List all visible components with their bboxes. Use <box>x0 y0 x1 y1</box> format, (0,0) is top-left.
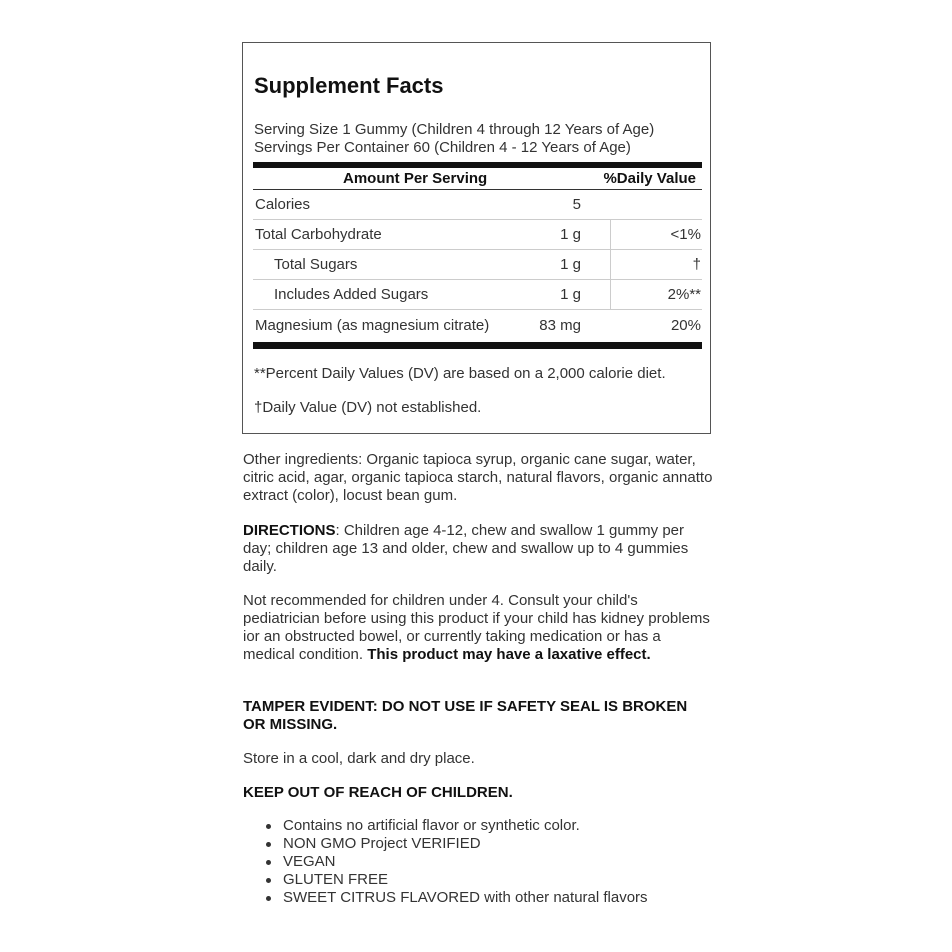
feature-text: GLUTEN FREE <box>283 871 389 888</box>
nutrient-amount: 83 mg <box>539 317 581 334</box>
bottom-thick-rule <box>253 342 702 349</box>
supplement-facts-panel <box>242 42 711 434</box>
nutrient-name: Includes Added Sugars <box>274 286 429 303</box>
feature-text: VEGAN <box>283 853 336 870</box>
facts-row <box>253 311 702 341</box>
nutrient-amount: 5 <box>572 196 581 213</box>
top-thick-rule <box>253 162 702 168</box>
list-item <box>283 835 648 853</box>
nutrient-dv: <1% <box>670 226 701 243</box>
bullet-icon <box>266 824 271 829</box>
directions <box>243 522 713 576</box>
column-divider <box>610 250 611 280</box>
tamper-evident-warning: TAMPER EVIDENT: DO NOT USE IF SAFETY SEAL IS BROKEN OR MISSING. <box>243 698 688 733</box>
feature-text: SWEET CITRUS FLAVORED with other natural flavors <box>283 889 648 906</box>
facts-row <box>253 190 702 220</box>
bullet-icon <box>266 896 271 901</box>
amount-per-serving-header: Amount Per Serving <box>343 170 488 187</box>
column-divider <box>610 220 611 250</box>
list-item <box>283 817 648 835</box>
facts-row <box>253 220 702 250</box>
nutrient-dv: 20% <box>670 317 701 334</box>
serving-size: Serving Size 1 Gummy (Children 4 through 12 Years of Age) <box>254 121 655 138</box>
bullet-icon <box>266 860 271 865</box>
nutrient-amount: 1 g <box>560 286 581 303</box>
nutrient-name: Calories <box>255 196 311 213</box>
warning-text: Not recommended for children under 4. Consult your child's pediatrician before using this product if your child has kidney problems ior an obstructed bowel, or currently taking medication or has a medical condition. <box>243 592 710 663</box>
list-item <box>283 871 648 889</box>
dagger-footnote: †Daily Value (DV) not established. <box>254 399 482 416</box>
nutrient-dv: 2%** <box>667 286 701 303</box>
list-item <box>283 889 648 907</box>
other-ingredients: Other ingredients: Organic tapioca syrup, organic cane sugar, water, citric acid, agar, organic tapioca starch, natural flavors, organic annatto extract (color), locust bean gum. <box>243 451 713 504</box>
nutrient-name: Total Sugars <box>274 256 358 273</box>
facts-title: Supplement Facts <box>254 73 444 98</box>
nutrient-name: Total Carbohydrate <box>255 226 382 243</box>
directions-label: DIRECTIONS <box>243 522 336 539</box>
nutrient-name: Magnesium (as magnesium citrate) <box>255 317 490 334</box>
nutrient-dv: † <box>692 256 701 273</box>
warning <box>243 592 713 664</box>
bullet-icon <box>266 842 271 847</box>
nutrient-amount: 1 g <box>560 226 581 243</box>
feature-text: Contains no artificial flavor or synthetic color. <box>283 817 580 834</box>
storage-instructions: Store in a cool, dark and dry place. <box>243 750 475 767</box>
daily-value-header: %Daily Value <box>603 170 696 187</box>
facts-row <box>253 250 702 280</box>
feature-list <box>243 817 648 907</box>
list-item <box>283 853 648 871</box>
keep-out-warning: KEEP OUT OF REACH OF CHILDREN. <box>243 784 513 801</box>
nutrient-amount: 1 g <box>560 256 581 273</box>
feature-text: NON GMO Project VERIFIED <box>283 835 481 852</box>
servings-per-container: Servings Per Container 60 (Children 4 - 12 Years of Age) <box>254 139 631 156</box>
directions-text: : Children age 4-12, chew and swallow 1 gummy per day; children age 13 and older, chew and swallow up to 4 gummies daily. <box>243 522 689 575</box>
row-divider <box>253 309 702 310</box>
column-divider <box>610 280 611 310</box>
bullet-icon <box>266 878 271 883</box>
dv-footnote: **Percent Daily Values (DV) are based on a 2,000 calorie diet. <box>254 365 666 382</box>
laxative-warning: This product may have a laxative effect. <box>367 646 651 663</box>
facts-row <box>253 280 702 310</box>
